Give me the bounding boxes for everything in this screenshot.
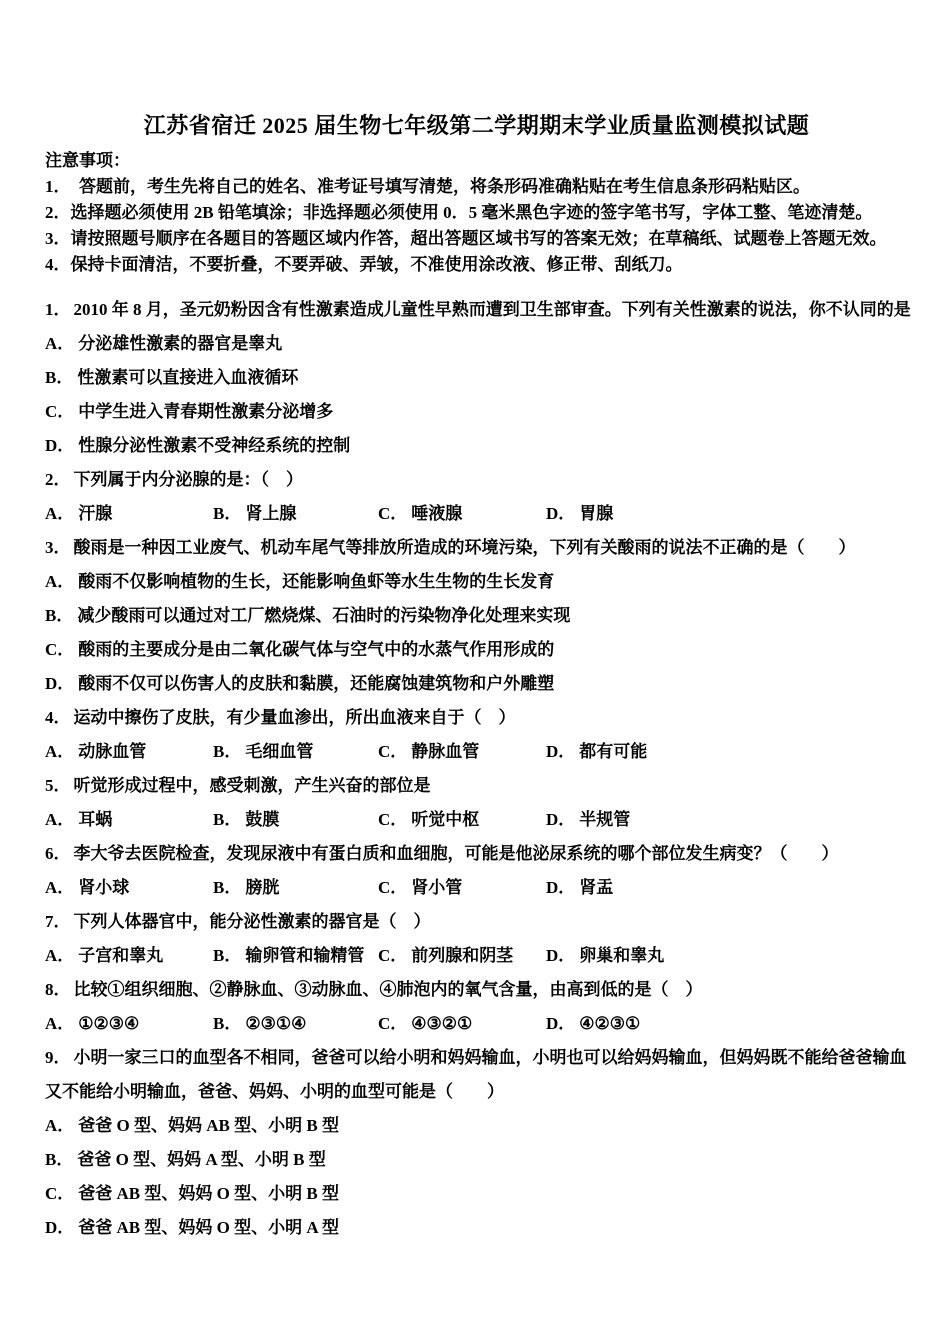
option-text: 爸爸 O 型、妈妈 AB 型、小明 B 型 bbox=[78, 1116, 339, 1135]
option-label: B． bbox=[45, 368, 74, 387]
question-2-options bbox=[45, 497, 908, 531]
option-label: A． bbox=[45, 946, 75, 965]
option-text: 中学生进入青春期性激素分泌增多 bbox=[78, 402, 334, 421]
option-text: 减少酸雨可以通过对工厂燃烧煤、石油时的污染物净化处理来实现 bbox=[77, 606, 571, 625]
option-label: C． bbox=[378, 742, 408, 761]
option-label: D． bbox=[45, 436, 75, 455]
option-label: A． bbox=[45, 504, 75, 523]
question-2-option-b bbox=[213, 497, 378, 531]
question-3-option-d bbox=[45, 667, 908, 701]
option-label: D． bbox=[45, 674, 75, 693]
notice-item-1: 1． 答题前，考生先将自己的姓名、准考证号填写清楚，将条形码准确粘贴在考生信息条形码粘贴区。 bbox=[45, 177, 810, 196]
question-5-stem bbox=[45, 769, 908, 803]
question-2-option-d bbox=[546, 497, 908, 531]
question-9-option-c bbox=[45, 1177, 908, 1211]
option-label: B． bbox=[213, 504, 242, 523]
question-9-stem-text: 小明一家三口的血型各不相同，爸爸可以给小明和妈妈输血，小明也可以给妈妈输血，但妈妈既不能给爸爸输血又不能给小明输血，爸爸、妈妈、小明的血型可能是（ ） bbox=[45, 1048, 907, 1101]
option-label: A． bbox=[45, 572, 75, 591]
question-2-option-a bbox=[45, 497, 213, 531]
question-1-number: 1． bbox=[45, 300, 71, 319]
option-label: B． bbox=[45, 1150, 74, 1169]
question-1-option-b bbox=[45, 361, 908, 395]
question-4-option-d bbox=[546, 735, 908, 769]
question-7-option-a bbox=[45, 939, 213, 973]
option-text: 耳蜗 bbox=[78, 810, 113, 829]
question-4-option-b bbox=[213, 735, 378, 769]
question-6-option-b bbox=[213, 871, 378, 905]
option-label: C． bbox=[45, 1184, 75, 1203]
question-7-stem bbox=[45, 905, 908, 939]
option-text: 前列腺和阴茎 bbox=[411, 946, 514, 965]
question-3-number: 3． bbox=[45, 538, 71, 557]
option-label: D． bbox=[546, 946, 576, 965]
notice-heading: 注意事项： bbox=[45, 151, 130, 170]
option-text: 动脉血管 bbox=[78, 742, 147, 761]
question-5-options bbox=[45, 803, 908, 837]
option-text: 肾盂 bbox=[579, 878, 614, 897]
question-8-option-a bbox=[45, 1007, 213, 1041]
question-4-number: 4． bbox=[45, 708, 71, 727]
question-2-stem-text: 下列属于内分泌腺的是：（ ） bbox=[73, 470, 303, 489]
option-label: B． bbox=[213, 878, 242, 897]
option-label: B． bbox=[213, 946, 242, 965]
question-9-option-b bbox=[45, 1143, 908, 1177]
question-6-option-c bbox=[378, 871, 546, 905]
option-text: 爸爸 O 型、妈妈 A 型、小明 B 型 bbox=[77, 1150, 326, 1169]
option-label: A． bbox=[45, 810, 75, 829]
option-label: C． bbox=[378, 1014, 408, 1033]
question-6-stem-text: 李大爷去医院检查，发现尿液中有蛋白质和血细胞，可能是他泌尿系统的哪个部位发生病变？（ ） bbox=[73, 844, 839, 863]
question-9-option-d bbox=[45, 1211, 908, 1245]
question-4-option-c bbox=[378, 735, 546, 769]
question-8-option-d bbox=[546, 1007, 908, 1041]
option-label: D． bbox=[546, 878, 576, 897]
question-5-option-b bbox=[213, 803, 378, 837]
question-2-stem bbox=[45, 463, 908, 497]
option-text: ②③①④ bbox=[245, 1014, 307, 1033]
option-text: 肾小球 bbox=[78, 878, 130, 897]
question-4 bbox=[45, 701, 908, 769]
question-list bbox=[45, 293, 911, 1245]
question-6-number: 6． bbox=[45, 844, 71, 863]
option-label: B． bbox=[213, 742, 242, 761]
option-label: B． bbox=[45, 606, 74, 625]
question-3 bbox=[45, 531, 908, 701]
question-1-option-c bbox=[45, 395, 908, 429]
notice-item-2: 2．选择题必须使用 2B 铅笔填涂；非选择题必须使用 0．5 毫米黑色字迹的签字笔书写，字体工整、笔迹清楚。 bbox=[45, 203, 873, 222]
option-label: C． bbox=[378, 878, 408, 897]
option-text: 爸爸 AB 型、妈妈 O 型、小明 A 型 bbox=[78, 1218, 339, 1237]
option-text: 爸爸 AB 型、妈妈 O 型、小明 B 型 bbox=[78, 1184, 339, 1203]
notice-item-3: 3．请按照题号顺序在各题目的答题区域内作答，超出答题区域书写的答案无效；在草稿纸、试题卷上答题无效。 bbox=[45, 229, 887, 248]
question-7-option-d bbox=[546, 939, 908, 973]
question-5-number: 5． bbox=[45, 776, 71, 795]
question-4-stem bbox=[45, 701, 908, 735]
question-4-stem-text: 运动中擦伤了皮肤，有少量血渗出，所出血液来自于（ ） bbox=[73, 708, 516, 727]
question-7 bbox=[45, 905, 908, 973]
option-text: ④③②① bbox=[411, 1014, 473, 1033]
question-8-stem bbox=[45, 973, 908, 1007]
question-8-number: 8． bbox=[45, 980, 71, 999]
notice-item-4: 4．保持卡面清洁，不要折叠，不要弄破、弄皱，不准使用涂改液、修正带、刮纸刀。 bbox=[45, 255, 683, 274]
option-text: 肾小管 bbox=[411, 878, 463, 897]
option-text: 胃腺 bbox=[579, 504, 614, 523]
question-2-option-c bbox=[378, 497, 546, 531]
question-3-option-c bbox=[45, 633, 908, 667]
option-text: 分泌雄性激素的器官是睾丸 bbox=[78, 334, 283, 353]
question-3-stem bbox=[45, 531, 908, 565]
option-label: C． bbox=[378, 504, 408, 523]
option-text: 听觉中枢 bbox=[411, 810, 480, 829]
option-label: D． bbox=[546, 810, 576, 829]
option-text: 卵巢和睾丸 bbox=[579, 946, 665, 965]
question-6 bbox=[45, 837, 908, 905]
option-label: D． bbox=[546, 742, 576, 761]
question-6-option-d bbox=[546, 871, 908, 905]
question-7-option-c bbox=[378, 939, 546, 973]
option-text: 子宫和睾丸 bbox=[78, 946, 164, 965]
question-8-stem-text: 比较①组织细胞、②静脉血、③动脉血、④肺泡内的氧气含量，由高到低的是（ ） bbox=[73, 980, 703, 999]
question-6-options bbox=[45, 871, 908, 905]
option-text: 膀胱 bbox=[245, 878, 280, 897]
question-3-stem-text: 酸雨是一种因工业废气、机动车尾气等排放所造成的环境污染，下列有关酸雨的说法不正确的是（ ） bbox=[73, 538, 856, 557]
question-4-option-a bbox=[45, 735, 213, 769]
option-label: D． bbox=[546, 504, 576, 523]
page-title: 江苏省宿迁 2025 届生物七年级第二学期期末学业质量监测模拟试题 bbox=[143, 113, 810, 138]
question-5 bbox=[45, 769, 908, 837]
option-label: A． bbox=[45, 878, 75, 897]
option-text: 汗腺 bbox=[78, 504, 113, 523]
question-5-option-d bbox=[546, 803, 908, 837]
option-label: D． bbox=[546, 1014, 576, 1033]
option-text: 酸雨不仅影响植物的生长，还能影响鱼虾等水生生物的生长发育 bbox=[78, 572, 555, 591]
option-text: 酸雨不仅可以伤害人的皮肤和黏膜，还能腐蚀建筑物和户外雕塑 bbox=[78, 674, 555, 693]
option-label: A． bbox=[45, 1116, 75, 1135]
question-7-number: 7． bbox=[45, 912, 71, 931]
option-text: 性腺分泌性激素不受神经系统的控制 bbox=[78, 436, 351, 455]
question-9-option-a bbox=[45, 1109, 908, 1143]
question-5-option-a bbox=[45, 803, 213, 837]
option-label: C． bbox=[45, 640, 75, 659]
question-6-stem bbox=[45, 837, 908, 871]
option-text: 毛细血管 bbox=[245, 742, 314, 761]
question-3-option-b bbox=[45, 599, 908, 633]
question-8 bbox=[45, 973, 908, 1041]
option-text: 肾上腺 bbox=[245, 504, 297, 523]
option-label: C． bbox=[378, 810, 408, 829]
question-9-stem bbox=[45, 1041, 908, 1109]
question-1-stem-text: 2010 年 8 月，圣元奶粉因含有性激素造成儿童性早熟而遭到卫生部审查。下列有关性激素的说法，你不认同的是 bbox=[73, 300, 911, 319]
question-2-number: 2． bbox=[45, 470, 71, 489]
option-text: 静脉血管 bbox=[411, 742, 480, 761]
option-label: B． bbox=[213, 1014, 242, 1033]
question-8-options bbox=[45, 1007, 908, 1041]
option-label: A． bbox=[45, 334, 75, 353]
option-label: B． bbox=[213, 810, 242, 829]
question-1-stem bbox=[45, 293, 911, 327]
question-6-option-a bbox=[45, 871, 213, 905]
question-7-options bbox=[45, 939, 908, 973]
question-7-option-b bbox=[213, 939, 378, 973]
question-2 bbox=[45, 463, 908, 531]
question-9-number: 9． bbox=[45, 1048, 71, 1067]
question-5-option-c bbox=[378, 803, 546, 837]
option-text: 性激素可以直接进入血液循环 bbox=[77, 368, 299, 387]
option-text: 酸雨的主要成分是由二氧化碳气体与空气中的水蒸气作用形成的 bbox=[78, 640, 555, 659]
option-text: ④②③① bbox=[579, 1014, 641, 1033]
question-5-stem-text: 听觉形成过程中，感受刺激，产生兴奋的部位是 bbox=[73, 776, 431, 795]
option-text: ①②③④ bbox=[78, 1014, 140, 1033]
question-3-option-a bbox=[45, 565, 908, 599]
option-label: C． bbox=[378, 946, 408, 965]
option-text: 输卵管和输精管 bbox=[245, 946, 365, 965]
question-1-option-d bbox=[45, 429, 908, 463]
question-8-option-b bbox=[213, 1007, 378, 1041]
question-1-option-a bbox=[45, 327, 908, 361]
option-label: C． bbox=[45, 402, 75, 421]
question-4-options bbox=[45, 735, 908, 769]
question-1 bbox=[45, 293, 911, 463]
option-label: A． bbox=[45, 1014, 75, 1033]
option-label: A． bbox=[45, 742, 75, 761]
option-text: 都有可能 bbox=[579, 742, 648, 761]
question-9 bbox=[45, 1041, 908, 1245]
question-7-stem-text: 下列人体器官中，能分泌性激素的器官是（ ） bbox=[73, 912, 431, 931]
option-text: 鼓膜 bbox=[245, 810, 280, 829]
notice-section bbox=[45, 148, 908, 278]
option-text: 半规管 bbox=[579, 810, 631, 829]
question-8-option-c bbox=[378, 1007, 546, 1041]
option-label: D． bbox=[45, 1218, 75, 1237]
option-text: 唾液腺 bbox=[411, 504, 463, 523]
